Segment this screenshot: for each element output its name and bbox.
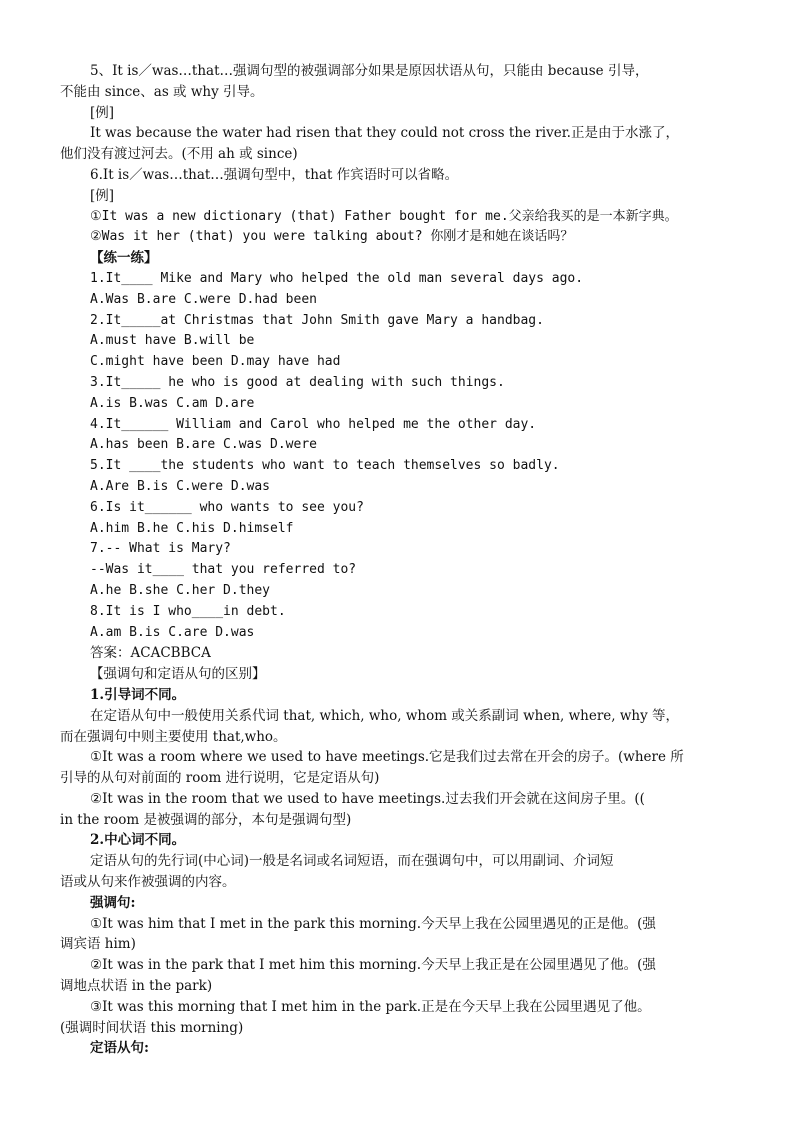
emphatic-example3-line1: ③It was this morning that I met him in the park.正是在今天早上我在公园里遇见了他。 — [90, 998, 651, 1015]
question-7-options: A.he B.she C.her D.they — [90, 582, 271, 598]
section2-text-line1: 定语从句的先行词(中心词)一般是名词或名词短语，而在强调句中，可以用副词、介词短 — [90, 853, 614, 870]
rule6-example-1: ①It was a new dictionary (that) Father bought for me.父亲给我买的是一本新字典。 — [90, 208, 678, 224]
rule5-example-zh: 他们没有渡过河去。(不用 ah 或 since) — [60, 146, 298, 163]
attributive-label: 定语从句: — [90, 1040, 149, 1057]
rule6-example-tag: [例] — [90, 187, 115, 204]
section2-text-line2: 语或从句来作被强调的内容。 — [60, 874, 236, 891]
emphatic-label: 强调句: — [90, 894, 136, 911]
answer-key: 答案：ACACBBCA — [90, 645, 211, 662]
section1-example1-line1: ①It was a room where we used to have meetings.它是我们过去常在开会的房子。(where 所 — [90, 749, 684, 766]
question-1-options: A.Was B.are C.were D.had been — [90, 291, 317, 307]
emphatic-example1-line2: 调宾语 him) — [60, 936, 136, 953]
emphatic-example2-line1: ②It was in the park that I met him this morning.今天早上我正是在公园里遇见了他。(强 — [90, 957, 656, 974]
rule5-example-tag: [例] — [90, 104, 115, 121]
section1-text-line2: 而在强调句中则主要使用 that,who。 — [60, 728, 287, 745]
practice-questions — [90, 269, 736, 643]
section1-example1-line2: 引导的从句对前面的 room 进行说明，它是定语从句) — [60, 770, 380, 787]
question-5-options: A.Are B.is C.were D.was — [90, 478, 271, 494]
document-page — [60, 61, 736, 1059]
emphatic-example2-line2: 调地点状语 in the park) — [60, 978, 213, 995]
question-8-options: A.am B.is C.are D.was — [90, 624, 255, 640]
section1-example2-line2: in the room 是被强调的部分，本句是强调句型) — [60, 811, 352, 828]
section1-title: 1.引导词不同。 — [90, 686, 186, 703]
question-5: 5.It ____the students who want to teach themselves so badly. — [90, 458, 560, 474]
question-2-options: C.might have been D.may have had — [90, 354, 341, 370]
question-7-reply: --Was it____ that you referred to? — [90, 562, 357, 578]
question-2-options: A.must have B.will be — [90, 333, 255, 349]
question-6-options: A.him B.he C.his D.himself — [90, 520, 294, 536]
rule5-example-en: It was because the water had risen that they could not cross the river.正是由于水涨了， — [90, 125, 679, 142]
emphatic-example1-line1: ①It was him that I met in the park this morning.今天早上我在公园里遇见的正是他。(强 — [90, 915, 656, 932]
question-3-options: A.is B.was C.am D.are — [90, 395, 255, 411]
question-6: 6.Is it______ who wants to see you? — [90, 499, 364, 515]
question-4: 4.It______ William and Carol who helped me the other day. — [90, 416, 537, 432]
practice-heading: 【练一练】 — [90, 250, 158, 267]
rule5-line2: 不能由 since、as 或 why 引导。 — [60, 83, 264, 100]
emphatic-example3-line2: (强调时间状语 this morning) — [60, 1019, 244, 1036]
question-1: 1.It____ Mike and Mary who helped the old man several days ago. — [90, 270, 584, 286]
rule5-line1: 5、It is／was…that…强调句型的被强调部分如果是原因状语从句，只能由 because 引导， — [90, 63, 649, 79]
rule6-line1: 6.It is／was…that…强调句型中，that 作宾语时可以省略。 — [90, 166, 459, 183]
section1-text-line1: 在定语从句中一般使用关系代词 that, which, who, whom 或关系副词 when, where, why 等， — [90, 707, 680, 724]
question-4-options: A.has been B.are C.was D.were — [90, 437, 317, 453]
question-2: 2.It_____at Christmas that John Smith gave Mary a handbag. — [90, 312, 544, 328]
rule6-example-2: ②Was it her (that) you were talking about? 你刚才是和她在谈话吗？ — [90, 229, 574, 245]
difference-heading: 【强调句和定语从句的区别】 — [90, 666, 266, 683]
section1-example2-line1: ②It was in the room that we used to have meetings.过去我们开会就在这间房子里。(( — [90, 790, 645, 807]
question-7: 7.-- What is Mary? — [90, 541, 231, 557]
section2-title: 2.中心词不同。 — [90, 832, 186, 849]
question-3: 3.It_____ he who is good at dealing with such things. — [90, 374, 505, 390]
question-8: 8.It is I who____in debt. — [90, 603, 286, 619]
